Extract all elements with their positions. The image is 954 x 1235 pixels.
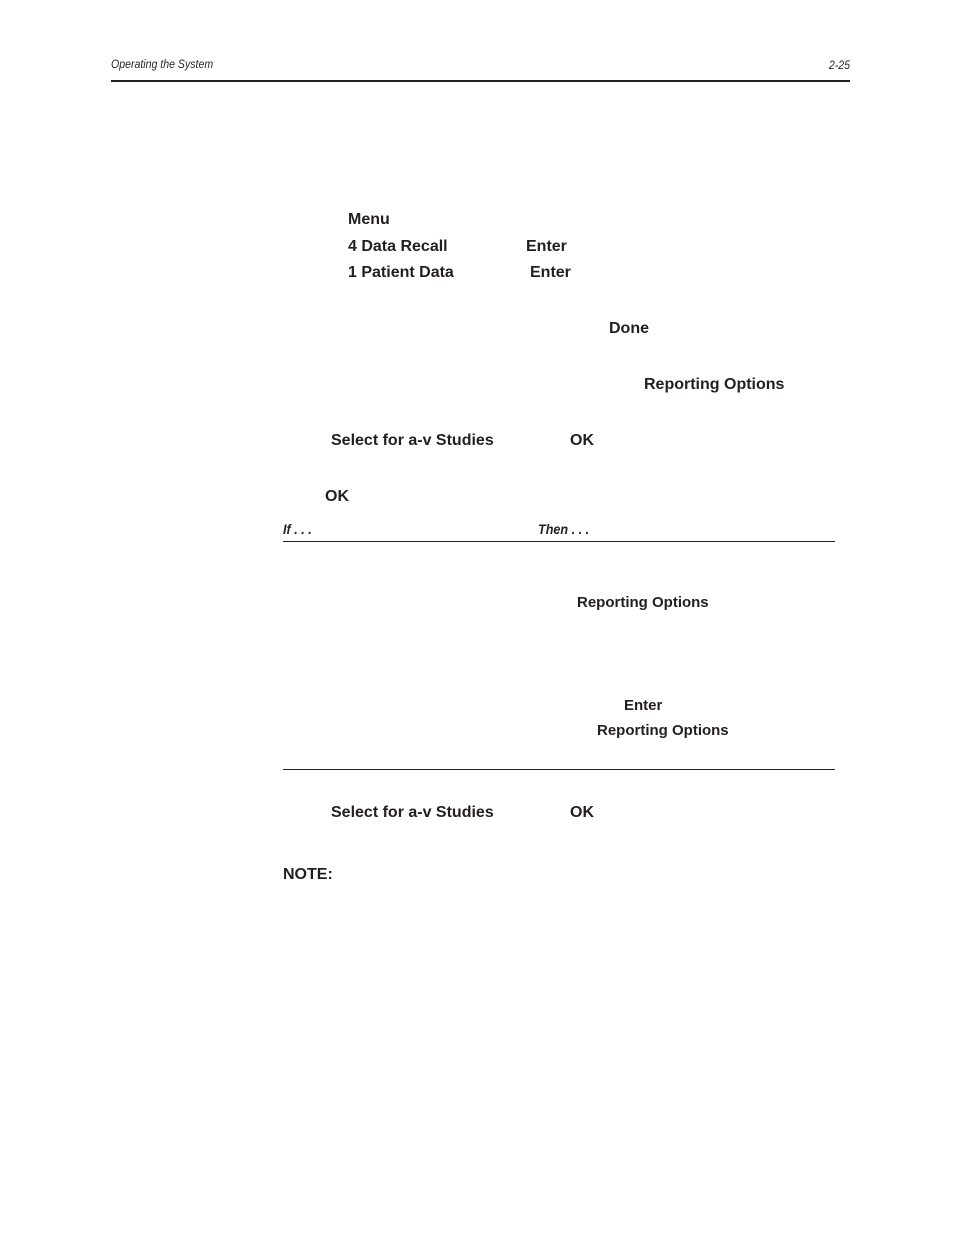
menu-item-patient-data: 1 Patient Data <box>348 264 454 281</box>
key-menu: Menu <box>348 211 390 228</box>
running-header-section: Operating the System <box>111 57 214 71</box>
button-done-ref: Done <box>609 320 649 337</box>
key-enter: Enter <box>530 264 571 281</box>
header-rule <box>111 80 850 82</box>
option-select-av-studies: Select for a-v Studies <box>331 804 494 821</box>
button-reporting-options-ref: Reporting Options <box>644 376 785 393</box>
menu-item-data-recall: 4 Data Recall <box>348 238 448 255</box>
table-cell-enter: Enter <box>624 697 663 714</box>
table-header-rule <box>283 541 835 542</box>
button-ok-ref: OK <box>325 488 349 505</box>
table-bottom-rule <box>283 769 835 770</box>
note-label: NOTE: <box>283 866 333 883</box>
option-select-av-studies: Select for a-v Studies <box>331 432 494 449</box>
running-header-page-number: 2-25 <box>828 58 850 72</box>
table-header-then: Then . . . <box>538 521 590 537</box>
table-cell-reporting-options: Reporting Options <box>597 722 729 739</box>
key-enter: Enter <box>526 238 567 255</box>
button-ok-ref: OK <box>570 432 594 449</box>
button-ok-ref: OK <box>570 804 594 821</box>
table-header-if: If . . . <box>283 521 312 537</box>
table-cell-reporting-options: Reporting Options <box>577 594 709 611</box>
